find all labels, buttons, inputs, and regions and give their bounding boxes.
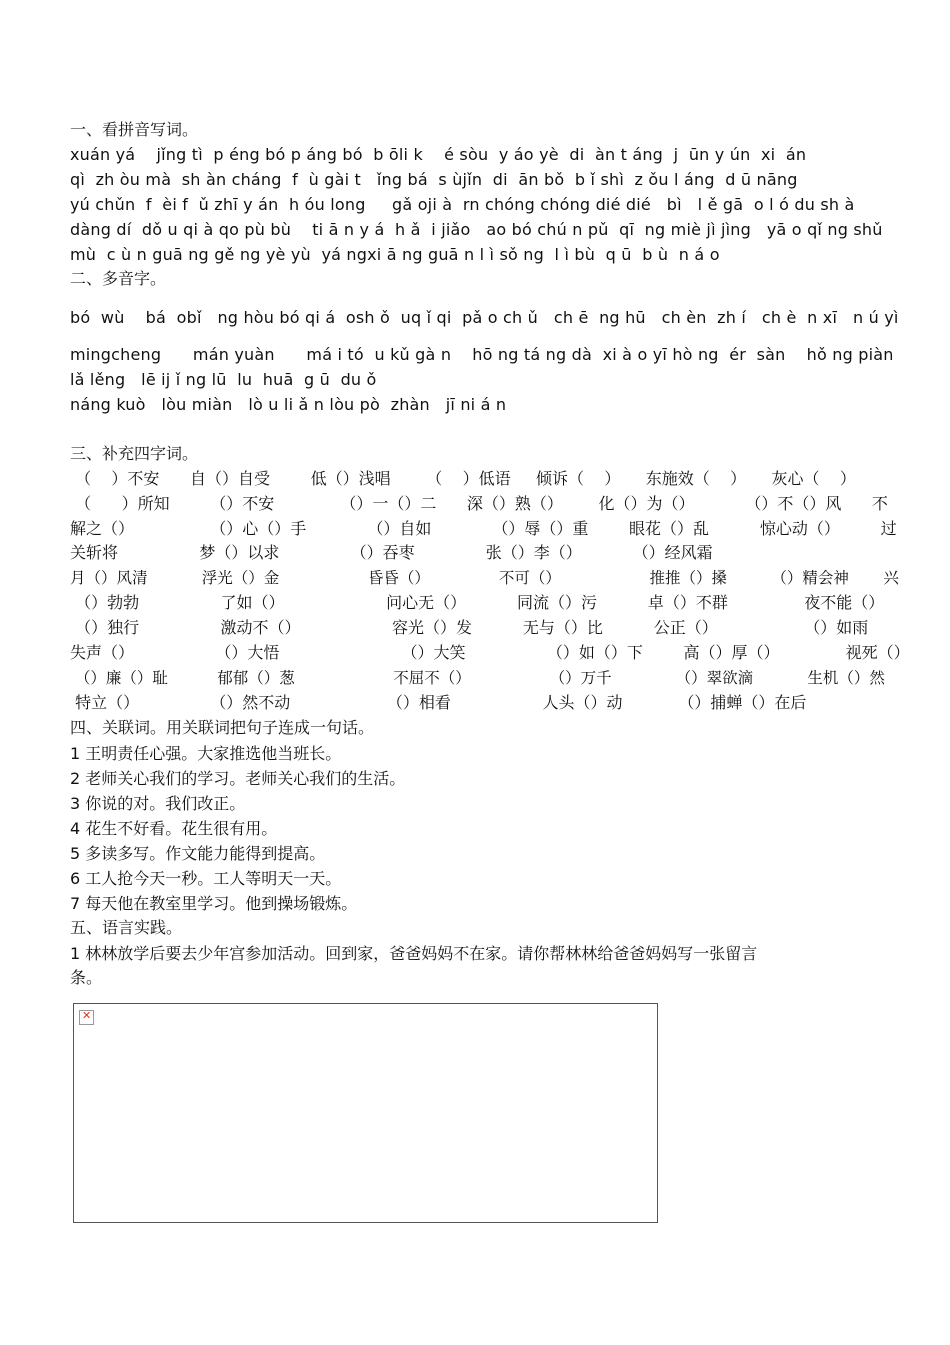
section2-line: lǎ lěng lē ij ǐ ng lū lu huā g ū du ǒ (70, 370, 377, 389)
section2-title: 二、多音字。 (70, 269, 167, 288)
section1-line: yú chǔn f èi f ǔ zhī y án h óu long gǎ oji à rn chóng chóng dié dié bì l ě gā o l ó du sh à (70, 195, 855, 214)
section3-title: 三、补充四字词。 (70, 444, 199, 463)
section1-line: dàng dí dǒ u qi à qo pù bù ti ā n y á h ǎ i jiǎo ao bó chú n pǔ qī ng miè jì jìng yā o qǐ ng shǔ (70, 220, 883, 239)
section5-title: 五、语言实践。 (70, 918, 183, 937)
section2-line: náng kuò lòu miàn lò u li ǎ n lòu pò zhàn jī ni á n (70, 395, 507, 414)
section3-line: （）廉（）耻 郁郁（）葱 不屈不（） （）万千 （）翠欲滴 生机（）然 (70, 669, 885, 687)
section3-line: （）独行 激动不（） 容光（）发 无与（）比 公正（） （）如雨 (70, 618, 869, 637)
section4-item: 1 王明责任心强。大家推选他当班长。 (70, 744, 342, 763)
answer-box (73, 1003, 658, 1223)
section5-prompt: 条。 (70, 968, 103, 987)
section1-line: mù c ù n guā ng gě ng yè yù yá ngxi ā ng guā n l ì sǒ ng l ì bù q ū b ù n á o (70, 245, 720, 264)
section2-line: bó wù bá obǐ ng hòu bó qi á osh ǒ uq ǐ qi pǎ o ch ǔ ch ē ng hū ch èn zh í ch è n xī n ú yì (70, 308, 899, 327)
section3-line: （ ）所知 （）不安 （）一（）二 深（）熟（） 化（）为（） （）不（）风 不 (70, 494, 888, 513)
section3-line: 解之（） （）心（）手 （）自如 （）辱（）重 眼花（）乱 惊心动（） 过 (70, 519, 897, 538)
section4-item: 3 你说的对。我们改正。 (70, 794, 246, 813)
section2-line: mingcheng mán yuàn má i tó u kǔ gà n hō ng tá ng dà xi à o yī hò ng ér sàn hǒ ng piàn (70, 345, 894, 364)
section5-prompt: 1 林林放学后要去少年宫参加活动。回到家，爸爸妈妈不在家。请你帮林林给爸爸妈妈写一张留言 (70, 944, 758, 963)
section1-title: 一、看拼音写词。 (70, 120, 199, 139)
section4-title: 四、关联词。用关联词把句子连成一句话。 (70, 718, 375, 737)
section3-line: 关斩将 梦（）以求 （）吞枣 张（）李（） （）经风霜 (70, 543, 713, 562)
section3-line: 月（）风清 浮光（）金 昏昏（） 不可（） 推推（）搡 （）精会神 兴 (70, 569, 899, 587)
section1-line: qì zh òu mà sh àn cháng f ù gài t ǐng bá s ùjǐn di ān bǒ b ǐ shì z ǒu l áng d ū nāng (70, 170, 798, 189)
section3-line: （）勃勃 了如（） 问心无（） 同流（）污 卓（）不群 夜不能（） (70, 593, 885, 612)
section3-line: （ ）不安 自（）自受 低（）浅唱 （ ）低语 倾诉（ ） 东施效（ ） 灰心（ ） (70, 469, 856, 488)
section3-line: 失声（） （）大悟 （）大笑 （）如（）下 高（）厚（） 视死（） (70, 643, 910, 662)
section3-line: 特立（） （）然不动 （）相看 人头（）动 （）捕蝉（）在后 (70, 693, 807, 712)
broken-image-icon (79, 1010, 94, 1025)
section4-item: 4 花生不好看。花生很有用。 (70, 819, 278, 838)
section4-item: 2 老师关心我们的学习。老师关心我们的生活。 (70, 769, 406, 788)
section1-line: xuán yá jǐng tì p éng bó p áng bó b ōli k é sòu y áo yè di àn t áng j ūn y ún xi án (70, 145, 807, 164)
section4-item: 6 工人抢今天一秒。工人等明天一天。 (70, 869, 342, 888)
section4-item: 7 每天他在教室里学习。他到操场锻炼。 (70, 894, 358, 913)
section4-item: 5 多读多写。作文能力能得到提高。 (70, 844, 326, 863)
